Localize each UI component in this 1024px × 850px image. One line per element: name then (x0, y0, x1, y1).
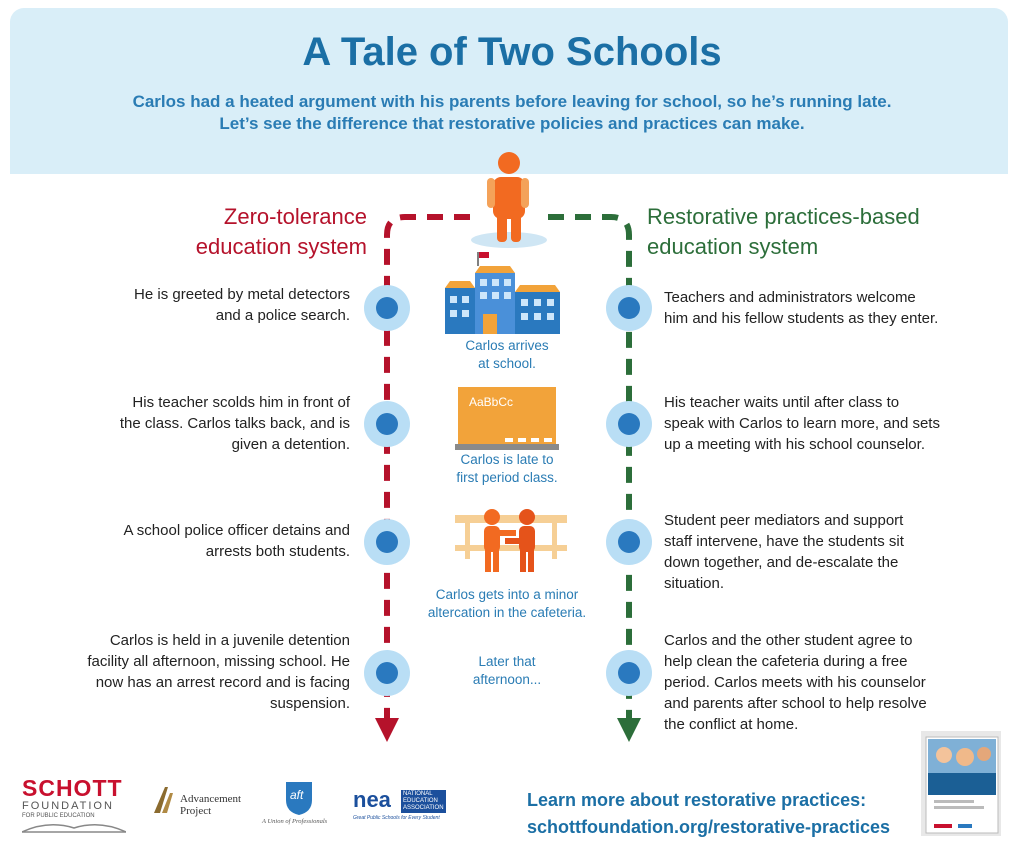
text-line: help clean the cafeteria during a free (664, 653, 908, 670)
restorative-step-2 (664, 392, 940, 455)
text-line: altercation in the cafeteria. (427, 605, 587, 620)
text-line: down together, and de-escalate the (664, 554, 899, 571)
text-line: afternoon... (472, 672, 542, 687)
aft-tagline: A Union of Professionals (262, 818, 328, 825)
zero-tolerance-heading-line-2: education system (195, 234, 367, 259)
text-line: Later that (478, 654, 536, 669)
timeline-node (606, 285, 652, 331)
text-line: Student peer mediators and support (664, 512, 904, 529)
restorative-arrow-head (617, 718, 641, 742)
restorative-step-4 (664, 630, 927, 735)
report-cover-thumbnail (921, 731, 1001, 836)
text-line: Carlos arrives (465, 338, 549, 353)
timeline-node (364, 519, 410, 565)
text-line: facility all afternoon, missing school. He (87, 653, 350, 670)
advancement-line-1: Advancement (180, 793, 242, 805)
text-line: Carlos gets into a minor (435, 587, 579, 602)
text-line: him and his fellow students as they enter. (664, 310, 939, 327)
page-title: A Tale of Two Schools (302, 30, 722, 74)
learn-more-link[interactable]: schottfoundation.org/restorative-practices (527, 817, 891, 837)
text-line: Carlos and the other student agree to (664, 632, 913, 649)
zero-tolerance-step-4 (87, 630, 350, 714)
text-line: Teachers and administrators welcome (664, 289, 916, 306)
text-line: staff intervene, have the students sit (664, 533, 904, 550)
restorative-heading (647, 202, 920, 262)
carlos-figure-icon (471, 152, 547, 248)
restorative-heading-line-2: education system (647, 234, 819, 259)
learn-more-text: Learn more about restorative practices: (527, 790, 867, 810)
zero-tolerance-step-1 (134, 284, 350, 326)
text-line: A school police officer detains and (123, 522, 350, 539)
event-caption-3 (400, 586, 614, 622)
advancement-line-2: Project (180, 805, 212, 817)
text-line: the class. Carlos talks back, and is (119, 415, 350, 432)
text-line: the conflict at home. (664, 716, 799, 733)
nea-side-line-1: NATIONAL (403, 791, 433, 797)
timeline-node (606, 519, 652, 565)
restorative-step-1 (664, 287, 938, 329)
zero-tolerance-step-3 (123, 520, 350, 562)
text-line: at school. (478, 356, 536, 371)
subtitle-line-2: Let’s see the difference that restorative policies and practices can make. (219, 114, 805, 133)
bridge-icon (22, 820, 126, 834)
chalkboard-text: AaBbCc (469, 395, 514, 409)
text-line: He is greeted by metal detectors (134, 286, 350, 303)
nea-tagline: Great Public Schools for Every Student (353, 815, 440, 821)
text-line: period. Carlos meets with his counselor (664, 674, 926, 691)
nea-side-line-2: EDUCATION (403, 798, 438, 804)
text-line: situation. (664, 575, 725, 592)
schott-foundation-logo (22, 776, 130, 839)
zero-tolerance-step-2 (120, 392, 350, 455)
text-line: and parents after school to help resolve (664, 695, 927, 712)
timeline-node (364, 401, 410, 447)
schott-logo-sub2: FOR PUBLIC EDUCATION (22, 813, 95, 819)
text-line: Carlos is late to (460, 452, 554, 467)
timeline-node (606, 401, 652, 447)
text-line: Carlos is held in a juvenile detention (109, 632, 350, 649)
event-caption-4 (400, 653, 614, 689)
restorative-heading-line-1: Restorative practices-based (647, 204, 920, 229)
text-line: His teacher scolds him in front of (132, 394, 350, 411)
zero-tolerance-heading-line-1: Zero-tolerance (223, 204, 367, 229)
restorative-step-3 (664, 510, 904, 594)
zero-tolerance-arrow-head (375, 718, 399, 742)
text-line: first period class. (456, 470, 558, 485)
text-line: arrests both students. (205, 543, 350, 560)
text-line: His teacher waits until after class to (664, 394, 900, 411)
zero-tolerance-heading (196, 202, 367, 262)
altercation-icon (455, 509, 567, 572)
subtitle-line-1: Carlos had a heated argument with his parents before leaving for school, so he’s running late. (132, 92, 892, 111)
event-caption-1 (400, 337, 614, 373)
nea-mark-text: nea (353, 787, 391, 812)
advancement-mark-icon (152, 785, 178, 815)
timeline-node (364, 285, 410, 331)
text-line: now has an arrest record and is facing (95, 674, 350, 691)
event-caption-2 (400, 451, 614, 487)
nea-side-line-3: ASSOCIATION (403, 805, 444, 811)
text-line: suspension. (269, 695, 350, 712)
school-building-icon (445, 252, 560, 334)
schott-logo-sub1: FOUNDATION (22, 800, 114, 812)
schott-logo-name: SCHOTT (22, 775, 123, 801)
text-line: given a detention. (231, 436, 350, 453)
text-line: speak with Carlos to learn more, and sets (664, 415, 940, 432)
text-line: up a meeting with his school counselor. (664, 436, 925, 453)
aft-mark-text: aft (290, 788, 304, 802)
text-line: and a police search. (215, 307, 350, 324)
